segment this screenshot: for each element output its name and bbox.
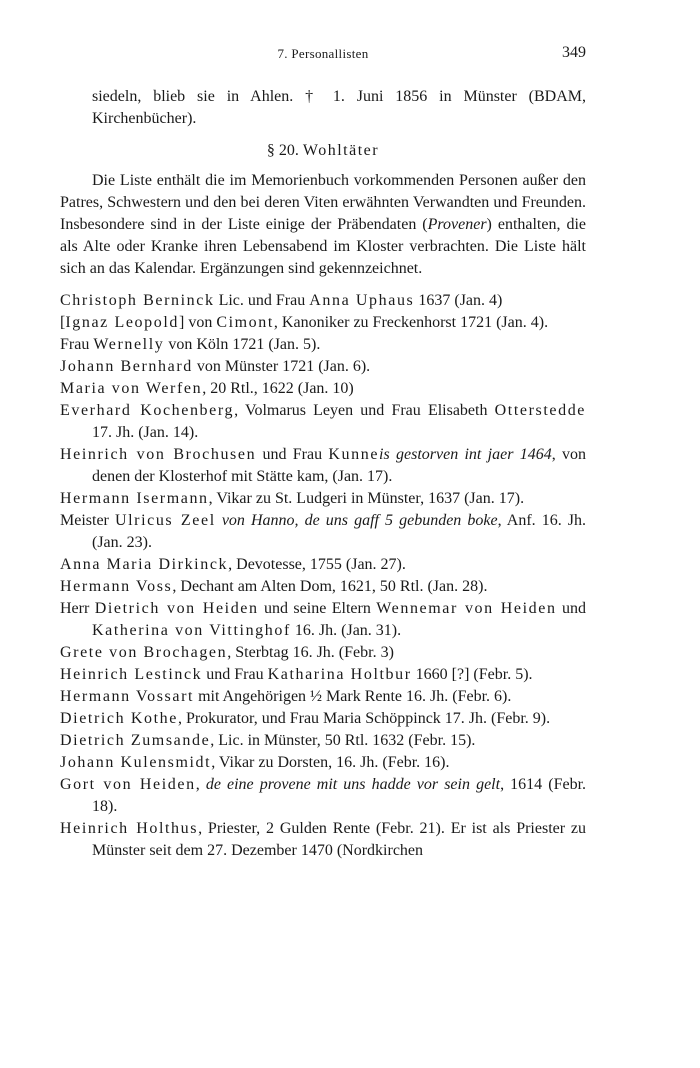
- entry-text: und Frau: [202, 666, 268, 683]
- entry-text: ,: [195, 776, 206, 793]
- entry-person-name: Ulricus Zeel: [114, 512, 216, 529]
- entry-text: und Frau: [256, 446, 329, 463]
- list-entry: [60, 290, 586, 312]
- list-entry: [60, 598, 586, 642]
- entry-text: , Kanoniker zu Freckenhorst 1721 (Jan. 4).: [273, 314, 549, 331]
- entry-text: und seine Eltern: [258, 600, 377, 617]
- entry-text: [: [60, 314, 66, 331]
- entry-text: , Vikar zu Dorsten, 16. Jh. (Febr. 16).: [211, 754, 450, 771]
- list-entry: [60, 378, 586, 400]
- entry-person-name: Katherina von Vittinghof: [92, 622, 291, 639]
- entry-person-name: Christoph Berninck: [60, 292, 215, 309]
- entry-text: , von denen der Klosterhof mit Stätte kam,: [92, 446, 587, 485]
- list-entry: [60, 488, 586, 510]
- entry-person-name: Anna Maria Dirkinck: [60, 556, 229, 573]
- list-entry: [60, 510, 586, 554]
- section-heading: [60, 140, 586, 162]
- entry-text: 1637 (Jan. 4): [414, 292, 503, 309]
- entry-person-name: Wennemar von Heiden: [376, 600, 557, 617]
- entry-text: , Priester, 2 Gulden Rente (Febr. 21). Er ist als Priester zu Münster seit dem 27. Dezember 1470 (Nordkirchen: [92, 820, 587, 859]
- entry-text: (Jan. 17).: [332, 468, 393, 485]
- entry-text: , Lic. in Münster, 50 Rtl. 1632 (Febr. 15).: [210, 732, 476, 749]
- intro-provener: Provener: [427, 216, 487, 233]
- list-entry: [60, 664, 586, 686]
- list-entry: [60, 686, 586, 708]
- page-header: [60, 44, 586, 64]
- entry-text: 17. Jh. (Jan. 14).: [92, 424, 199, 441]
- continuation-paragraph: siedeln, blieb sie in Ahlen. † 1. Juni 1856 in Münster (BDAM, Kirchenbücher).: [92, 88, 586, 127]
- entry-person-name: Johann Bernhard: [60, 358, 193, 375]
- entry-text: mit Angehörigen ½ Mark Rente 16. Jh. (Febr. 6).: [194, 688, 512, 705]
- entry-person-name: Kunne: [328, 446, 380, 463]
- list-entry: [60, 708, 586, 730]
- page-number: 349: [562, 44, 586, 61]
- entry-quote: is gestorven int jaer 1464: [379, 446, 552, 463]
- entry-text: , Vikar zu St. Ludgeri in Münster, 1637 (Jan. 17).: [208, 490, 525, 507]
- entry-text: , Prokurator, und Frau Maria Schöppinck 17. Jh. (Febr. 9).: [177, 710, 551, 727]
- entry-person-name: Johann Kulensmidt: [60, 754, 212, 771]
- entry-person-name: Grete von Brochagen: [60, 644, 228, 661]
- entry-text: Meister: [60, 512, 115, 529]
- entry-text: , 1614 (Febr. 18).: [92, 776, 587, 815]
- intro-paragraph: [60, 170, 586, 280]
- entry-person-name: Wernelly: [93, 336, 165, 353]
- list-entry: [60, 642, 586, 664]
- entry-text: ] von: [178, 314, 217, 331]
- entry-text: von Köln 1721 (Jan. 5).: [164, 336, 321, 353]
- list-entry: [60, 730, 586, 752]
- running-title: 7. Personallisten: [277, 46, 369, 61]
- entry-text: , Dechant am Alten Dom, 1621, 50 Rtl. (Jan. 28).: [172, 578, 488, 595]
- entry-text: 16. Jh. (Jan. 31).: [290, 622, 402, 639]
- list-entry: [60, 444, 586, 488]
- entry-person-name: Anna Uphaus: [309, 292, 415, 309]
- entry-person-name: Heinrich von Brochusen: [60, 446, 257, 463]
- benefactor-list: [60, 290, 586, 862]
- list-entry: [60, 356, 586, 378]
- entry-text: 1660 [?] (Febr. 5).: [411, 666, 533, 683]
- entry-person-name: Hermann Voss: [60, 578, 173, 595]
- list-entry: [60, 334, 586, 356]
- section-title: Wohltäter: [302, 142, 380, 159]
- page-content: [60, 86, 586, 862]
- entry-person-name: Otterstedde: [494, 402, 586, 419]
- entry-quote: von Hanno, de uns gaff 5 gebunden boke: [221, 512, 498, 529]
- entry-text: , Anf. 16. Jh. (Jan. 23).: [92, 512, 587, 551]
- entry-quote: de eine provene mit uns hadde vor sein gelt: [205, 776, 501, 793]
- entry-text: , Sterbtag 16. Jh. (Febr. 3): [227, 644, 394, 661]
- list-entry: [60, 774, 586, 818]
- entry-text: Lic. und Frau: [214, 292, 310, 309]
- entry-person-name: Hermann Vossart: [60, 688, 195, 705]
- list-entry: [60, 818, 586, 862]
- entry-person-name: Cimont: [216, 314, 274, 331]
- intro-text-c: ) enthalten, die als Alte oder Kranke ihren Lebensabend im Kloster verbrachten. Die Liste hält sich an das Kalendar. Ergänzungen sind gekennzeichnet.: [60, 216, 586, 277]
- entry-person-name: Everhard Kochenberg: [60, 402, 235, 419]
- entry-text: und: [556, 600, 586, 617]
- entry-person-name: Heinrich Lestinck: [60, 666, 203, 683]
- list-entry: [60, 752, 586, 774]
- entry-person-name: Hermann Isermann: [60, 490, 209, 507]
- list-entry: [60, 400, 586, 444]
- list-entry: [60, 576, 586, 598]
- entry-person-name: Dietrich von Heiden: [94, 600, 259, 617]
- entry-person-name: Maria von Werfen: [60, 380, 203, 397]
- entry-text: Frau: [60, 336, 94, 353]
- entry-person-name: Gort von Heiden: [60, 776, 196, 793]
- section-number: § 20.: [266, 142, 299, 159]
- entry-person-name: Heinrich Holthus: [60, 820, 199, 837]
- list-entry: [60, 312, 586, 334]
- entry-text: , Volmarus Leyen und Frau Elisabeth: [234, 402, 495, 419]
- entry-text: von Münster 1721 (Jan. 6).: [192, 358, 371, 375]
- entry-person-name: Dietrich Zumsande: [60, 732, 211, 749]
- entry-person-name: Dietrich Kothe: [60, 710, 178, 727]
- entry-text: Herr: [60, 600, 95, 617]
- intro-text-a: Die Liste enthält die im Memorienbuch vorkommenden Personen außer den Patres, Schwestern und den bei deren Viten erwähnten Verwandten und Freunden. Insbesondere sind in der Liste einige der Präbendaten (: [60, 172, 586, 233]
- entry-text: , Devotesse, 1755 (Jan. 27).: [228, 556, 406, 573]
- list-entry: [60, 554, 586, 576]
- entry-person-name: Ignaz Leopold: [65, 314, 179, 331]
- entry-person-name: Katharina Holtbur: [267, 666, 412, 683]
- entry-text: , 20 Rtl., 1622 (Jan. 10): [202, 380, 354, 397]
